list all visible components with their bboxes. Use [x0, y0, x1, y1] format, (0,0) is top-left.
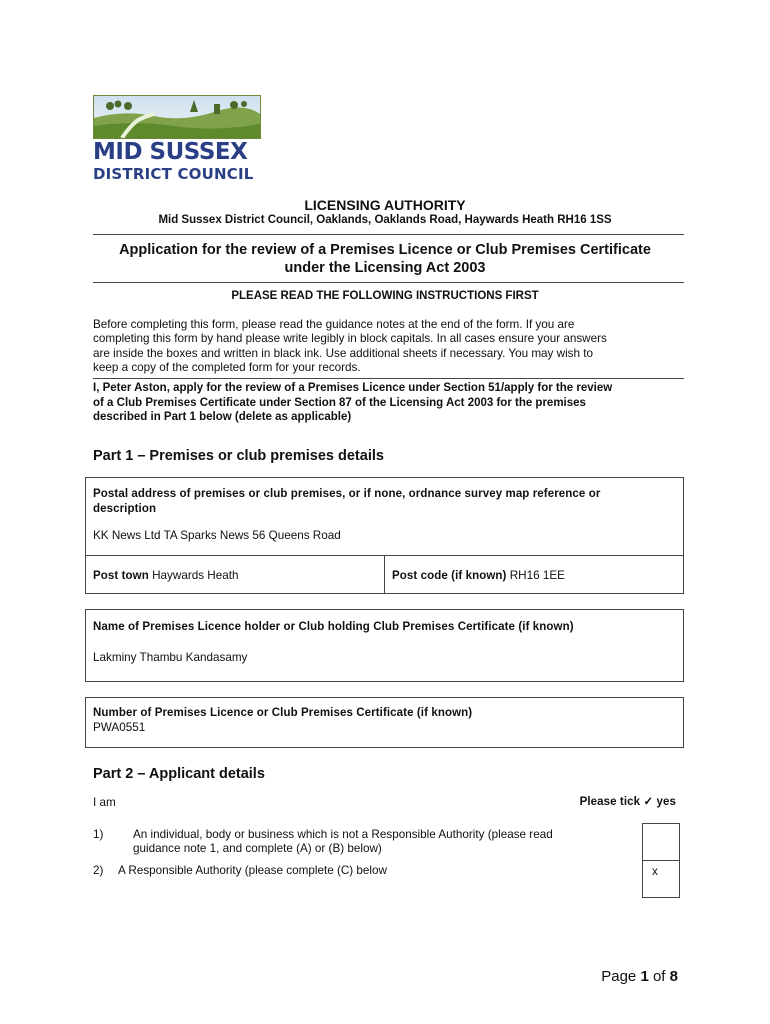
option-individual-text [133, 828, 623, 857]
premises-address-label-line2: description [93, 503, 157, 515]
post-town-label: Post town [93, 570, 149, 582]
licence-holder-box[interactable] [85, 609, 684, 682]
application-title-line1: Application for the review of a Premises Licence or Club Premises Certificate [119, 242, 651, 258]
post-town-box[interactable] [85, 555, 385, 594]
divider [93, 234, 684, 235]
licence-number-box[interactable] [85, 697, 684, 748]
page-total: 8 [669, 968, 678, 985]
intro-line: completing this form by hand please write legibly in block capitals. In all cases ensure your answers [93, 332, 607, 346]
premises-address-box[interactable] [85, 477, 684, 556]
licence-holder-value[interactable]: Lakminy Thambu Kandasamy [93, 651, 248, 664]
licence-number-label: Number of Premises Licence or Club Premises Certificate (if known) [93, 707, 473, 719]
post-code-value[interactable]: RH16 1EE [509, 569, 565, 582]
post-code-box[interactable] [384, 555, 684, 594]
premises-address-label [93, 487, 683, 517]
tick-box-individual[interactable] [642, 823, 680, 861]
option-number: 2) [93, 864, 104, 877]
page-word: Page [601, 968, 637, 985]
option-authority-text: A Responsible Authority (please complete (C) below [118, 864, 387, 877]
option-number: 1) [93, 828, 104, 841]
declaration [93, 381, 677, 425]
premises-address-label-line1: Postal address of premises or club premises, or if none, ordnance survey map reference or [93, 488, 601, 500]
page-current: 1 [640, 968, 649, 985]
please-tick-text: Please tick [579, 796, 641, 808]
intro-line: are inside the boxes and written in black ink. Use additional sheets if necessary. You may wish to [93, 346, 594, 360]
post-town-value[interactable]: Haywards Heath [152, 569, 239, 582]
post-town-field [93, 569, 239, 584]
authority-title: LICENSING AUTHORITY [304, 197, 466, 213]
intro-line: Before completing this form, please read the guidance notes at the end of the form. If you are [93, 318, 575, 331]
authority-address: Mid Sussex District Council, Oaklands, Oaklands Road, Haywards Heath RH16 1SS [158, 214, 612, 226]
intro-line: keep a copy of the completed form for your records. [93, 361, 361, 375]
post-code-field [392, 569, 565, 584]
tick-box-responsible-authority[interactable] [642, 860, 680, 898]
tick-mark: x [652, 865, 658, 878]
declaration-line: described in Part 1 below (delete as applicable) [93, 411, 352, 423]
premises-address-value[interactable]: KK News Ltd TA Sparks News 56 Queens Road [93, 529, 341, 542]
intro-text [93, 318, 677, 376]
licence-holder-label: Name of Premises Licence holder or Club holding Club Premises Certificate (if known) [93, 621, 574, 633]
logo-title: MID SUSSEX [93, 139, 248, 165]
application-title [93, 241, 677, 277]
part2-heading: Part 2 – Applicant details [93, 766, 265, 782]
option-individual-line2: guidance note 1, and complete (A) or (B) below) [133, 842, 382, 856]
council-logo [93, 95, 261, 185]
part1-heading: Part 1 – Premises or club premises details [93, 448, 384, 464]
post-code-label: Post code (if known) [392, 570, 507, 582]
instructions-heading: PLEASE READ THE FOLLOWING INSTRUCTIONS FIRST [231, 290, 539, 302]
yes-text: yes [656, 796, 676, 808]
divider [93, 378, 684, 379]
i-am-label: I am [93, 796, 116, 809]
tick-icon: ✓ [643, 796, 654, 808]
page-number [601, 968, 678, 985]
logo-subtitle: DISTRICT COUNCIL [93, 165, 254, 183]
application-title-line2: under the Licensing Act 2003 [284, 260, 486, 276]
option-individual-line1: An individual, body or business which is not a Responsible Authority (please read [133, 828, 553, 841]
landscape-logo-icon [93, 95, 261, 139]
please-tick-label [580, 795, 676, 810]
licence-number-value[interactable]: PWA0551 [93, 721, 146, 734]
divider [93, 282, 684, 283]
declaration-line: of a Club Premises Certificate under Section 87 of the Licensing Act 2003 for the premises [93, 396, 586, 409]
declaration-line: I, Peter Aston, apply for the review of a Premises Licence under Section 51/apply for the review [93, 382, 613, 394]
page-of: of [652, 968, 666, 985]
